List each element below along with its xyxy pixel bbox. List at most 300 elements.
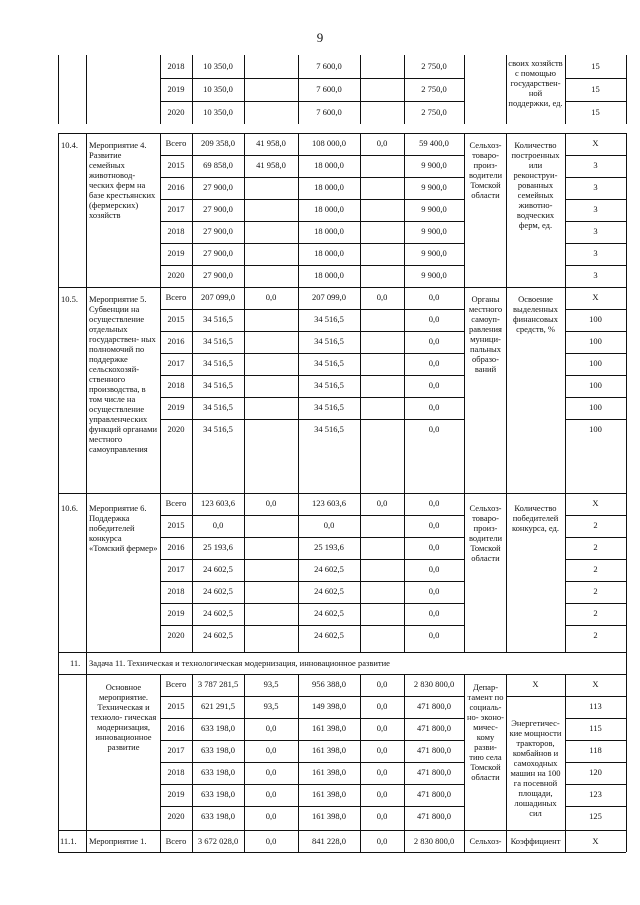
- item-number: 10.6.: [61, 503, 78, 513]
- federal-cell: 0,0: [265, 498, 277, 508]
- value-row-border: [565, 603, 626, 604]
- value-row-border: [565, 397, 626, 398]
- total-cell: 34 516,5: [203, 424, 233, 434]
- year-cell: Всего: [165, 498, 187, 508]
- year-cell: 2017: [167, 564, 185, 574]
- indicator-value-cell: 3: [593, 248, 598, 258]
- year-cell: Всего: [165, 138, 187, 148]
- extrabudget-cell: 59 400,0: [419, 138, 449, 148]
- column-border: [160, 55, 161, 124]
- column-border: [298, 133, 299, 287]
- column-border: [58, 55, 59, 124]
- column-border: [565, 287, 566, 493]
- value-row-border: [565, 101, 626, 102]
- value-row-border: [565, 625, 626, 626]
- task-number: 11.: [70, 658, 81, 668]
- federal-cell: 0,0: [265, 745, 277, 755]
- indicator-value-cell: X: [592, 292, 599, 302]
- column-border: [360, 287, 361, 493]
- year-cell: 2019: [167, 402, 185, 412]
- regional-cell: 34 516,5: [314, 314, 344, 324]
- column-border: [626, 55, 627, 124]
- indicator-value-cell: 15: [591, 84, 600, 94]
- regional-cell: 24 602,5: [314, 630, 344, 640]
- local-cell: 0,0: [376, 836, 388, 846]
- total-cell: 621 291,5: [201, 701, 235, 711]
- column-border: [506, 55, 507, 124]
- extrabudget-cell: 0,0: [428, 498, 440, 508]
- value-row-border: [565, 762, 626, 763]
- regional-cell: 18 000,0: [314, 270, 344, 280]
- section-top-border: [58, 830, 626, 831]
- column-border: [58, 287, 59, 493]
- total-cell: 34 516,5: [203, 380, 233, 390]
- total-cell: 10 350,0: [203, 107, 233, 117]
- column-border: [244, 830, 245, 852]
- year-row-border: [160, 718, 464, 719]
- indicator-value-cell: 100: [589, 336, 602, 346]
- column-border: [160, 830, 161, 852]
- indicator-value-cell: 3: [593, 182, 598, 192]
- federal-cell: 93,5: [263, 701, 279, 711]
- regional-cell: 34 516,5: [314, 424, 344, 434]
- indicator-x-cell: X: [532, 679, 539, 689]
- regional-cell: 841 228,0: [312, 836, 346, 846]
- total-cell: 3 787 281,5: [197, 679, 239, 689]
- value-row-border: [565, 740, 626, 741]
- regional-cell: 161 398,0: [312, 745, 346, 755]
- local-cell: 0,0: [376, 811, 388, 821]
- year-cell: 2020: [167, 811, 185, 821]
- year-cell: 2018: [167, 380, 185, 390]
- indicator-value-cell: 115: [589, 723, 602, 733]
- item-number: 10.5.: [61, 294, 78, 304]
- year-cell: 2020: [167, 424, 185, 434]
- column-border: [244, 55, 245, 124]
- local-cell: 0,0: [376, 498, 388, 508]
- column-border: [464, 493, 465, 652]
- indicator-value-cell: 3: [593, 270, 598, 280]
- column-border: [160, 133, 161, 287]
- year-row-border: [160, 397, 464, 398]
- regional-cell: 161 398,0: [312, 723, 346, 733]
- executor-text: Сельхоз- товаро- произ- водители Томской области: [468, 503, 503, 563]
- regional-cell: 956 388,0: [312, 679, 346, 689]
- year-row-border: [160, 784, 464, 785]
- local-cell: 0,0: [376, 292, 388, 302]
- item-name: Мероприятие 1.: [89, 836, 147, 846]
- total-cell: 27 900,0: [203, 248, 233, 258]
- regional-cell: 7 600,0: [316, 107, 342, 117]
- year-row-border: [160, 199, 464, 200]
- year-row-border: [160, 559, 464, 560]
- extrabudget-cell: 2 750,0: [421, 61, 447, 71]
- year-cell: Всего: [165, 292, 187, 302]
- extrabudget-cell: 0,0: [428, 542, 440, 552]
- column-border: [404, 55, 405, 124]
- extrabudget-cell: 471 800,0: [417, 789, 451, 799]
- year-cell: 2018: [167, 226, 185, 236]
- column-border: [565, 830, 566, 852]
- extrabudget-cell: 9 900,0: [421, 160, 447, 170]
- year-row-border: [160, 537, 464, 538]
- column-border: [626, 133, 627, 287]
- year-cell: 2019: [167, 789, 185, 799]
- regional-cell: 18 000,0: [314, 248, 344, 258]
- total-cell: 633 198,0: [201, 723, 235, 733]
- year-cell: 2016: [167, 182, 185, 192]
- column-border: [626, 287, 627, 493]
- extrabudget-cell: 0,0: [428, 402, 440, 412]
- total-cell: 3 672 028,0: [197, 836, 239, 846]
- indicator-value-cell: 100: [589, 380, 602, 390]
- value-row-border: [565, 375, 626, 376]
- value-row-border: [565, 353, 626, 354]
- year-row-border: [160, 101, 464, 102]
- total-cell: 633 198,0: [201, 811, 235, 821]
- local-cell: 0,0: [376, 138, 388, 148]
- column-border: [506, 133, 507, 287]
- regional-cell: 18 000,0: [314, 226, 344, 236]
- year-row-border: [160, 625, 464, 626]
- column-border: [565, 493, 566, 652]
- column-border: [298, 55, 299, 124]
- column-border: [192, 830, 193, 852]
- column-border: [86, 55, 87, 124]
- value-row-border: [565, 199, 626, 200]
- local-cell: 0,0: [376, 701, 388, 711]
- column-border: [58, 674, 59, 830]
- indicator-text: Количество победителей конкурса, ед.: [511, 503, 559, 533]
- column-border: [58, 652, 59, 674]
- extrabudget-cell: 0,0: [428, 314, 440, 324]
- year-row-border: [160, 331, 464, 332]
- value-row-border: [565, 559, 626, 560]
- column-border: [506, 287, 507, 493]
- regional-cell: 34 516,5: [314, 336, 344, 346]
- column-border: [506, 830, 507, 852]
- extrabudget-cell: 471 800,0: [417, 767, 451, 777]
- year-row-border: [160, 155, 464, 156]
- column-border: [404, 830, 405, 852]
- value-row-border: [565, 309, 626, 310]
- total-cell: 633 198,0: [201, 745, 235, 755]
- column-border: [244, 287, 245, 493]
- indicator-value-cell: 3: [593, 226, 598, 236]
- value-row-border: [565, 331, 626, 332]
- total-cell: 0,0: [212, 520, 224, 530]
- year-row-border: [160, 806, 464, 807]
- indicator-value-cell: 2: [593, 520, 598, 530]
- total-cell: 69 858,0: [203, 160, 233, 170]
- section-top-border: [58, 674, 626, 675]
- page-number: 9: [316, 30, 324, 45]
- column-border: [192, 133, 193, 287]
- column-border: [58, 133, 59, 287]
- column-border: [404, 133, 405, 287]
- regional-cell: 7 600,0: [316, 61, 342, 71]
- value-row-border: [565, 243, 626, 244]
- year-cell: 2016: [167, 336, 185, 346]
- indicator-row-border: [506, 696, 565, 697]
- column-border: [626, 674, 627, 830]
- total-cell: 10 350,0: [203, 84, 233, 94]
- item-name: Мероприятие 5. Субвенции на осуществление отдельных государствен- ных полномочий по поддержке сельскохозяй- ственного производства, в том числе на осуществление управленческих функций органами местного самоуправления: [89, 294, 158, 454]
- column-border: [506, 674, 507, 830]
- column-border: [464, 674, 465, 830]
- section-top-border: [58, 652, 626, 653]
- column-border: [244, 133, 245, 287]
- column-border: [160, 493, 161, 652]
- column-border: [192, 493, 193, 652]
- year-cell: 2019: [167, 84, 185, 94]
- year-row-border: [160, 696, 464, 697]
- year-cell: 2018: [167, 767, 185, 777]
- federal-cell: 41 958,0: [256, 138, 286, 148]
- federal-cell: 0,0: [265, 789, 277, 799]
- value-row-border: [565, 537, 626, 538]
- indicator-value-cell: 2: [593, 586, 598, 596]
- federal-cell: 93,5: [263, 679, 279, 689]
- federal-cell: 0,0: [265, 811, 277, 821]
- extrabudget-cell: 0,0: [428, 424, 440, 434]
- regional-cell: 207 099,0: [312, 292, 346, 302]
- indicator-value-cell: 15: [591, 107, 600, 117]
- regional-cell: 108 000,0: [312, 138, 346, 148]
- extrabudget-cell: 0,0: [428, 608, 440, 618]
- indicator-value-cell: 2: [593, 564, 598, 574]
- extrabudget-cell: 9 900,0: [421, 270, 447, 280]
- column-border: [464, 55, 465, 124]
- indicator-value-cell: X: [592, 679, 599, 689]
- indicator-value-cell: X: [592, 836, 599, 846]
- year-cell: 2016: [167, 723, 185, 733]
- column-border: [626, 493, 627, 652]
- total-cell: 34 516,5: [203, 336, 233, 346]
- total-cell: 24 602,5: [203, 564, 233, 574]
- indicator-value-cell: 100: [589, 424, 602, 434]
- indicator-value-cell: 15: [591, 61, 600, 71]
- indicator-value-cell: 3: [593, 160, 598, 170]
- extrabudget-cell: 2 830 800,0: [413, 836, 455, 846]
- extrabudget-cell: 0,0: [428, 520, 440, 530]
- year-cell: 2020: [167, 270, 185, 280]
- year-row-border: [160, 78, 464, 79]
- column-border: [86, 493, 87, 652]
- indicator-value-cell: 100: [589, 402, 602, 412]
- regional-cell: 24 602,5: [314, 586, 344, 596]
- column-border: [86, 133, 87, 287]
- year-row-border: [160, 603, 464, 604]
- year-cell: 2020: [167, 630, 185, 640]
- federal-cell: 0,0: [265, 767, 277, 777]
- executor-text: Органы местного самоуп- равления муници- пальных образо- ваний: [468, 294, 503, 374]
- value-row-border: [565, 806, 626, 807]
- year-cell: 2018: [167, 586, 185, 596]
- executor-text: Сельхоз-: [469, 836, 502, 846]
- year-row-border: [160, 309, 464, 310]
- regional-cell: 34 516,5: [314, 358, 344, 368]
- extrabudget-cell: 0,0: [428, 292, 440, 302]
- item-name: Мероприятие 4. Развитие семейных животновод- ческих ферм на базе крестьянских (фермерских) хозяйств: [89, 140, 156, 220]
- extrabudget-cell: 0,0: [428, 564, 440, 574]
- column-border: [464, 830, 465, 852]
- regional-cell: 18 000,0: [314, 160, 344, 170]
- local-cell: 0,0: [376, 789, 388, 799]
- extrabudget-cell: 0,0: [428, 586, 440, 596]
- year-cell: 2015: [167, 160, 185, 170]
- indicator-value-cell: 2: [593, 608, 598, 618]
- regional-cell: 161 398,0: [312, 811, 346, 821]
- regional-cell: 161 398,0: [312, 767, 346, 777]
- indicator-value-cell: 125: [589, 811, 602, 821]
- total-cell: 633 198,0: [201, 767, 235, 777]
- year-cell: 2015: [167, 314, 185, 324]
- value-row-border: [565, 581, 626, 582]
- total-cell: 34 516,5: [203, 314, 233, 324]
- extrabudget-cell: 9 900,0: [421, 204, 447, 214]
- year-cell: 2017: [167, 358, 185, 368]
- indicator-value-cell: 118: [589, 745, 602, 755]
- task-title: Задача 11. Техническая и технологическая модернизация, инновационное развитие: [89, 658, 390, 668]
- item-name: Мероприятие 6. Поддержка победителей конкурса «Томский фермер»: [89, 503, 158, 553]
- regional-cell: 34 516,5: [314, 380, 344, 390]
- regional-cell: 18 000,0: [314, 182, 344, 192]
- column-border: [626, 830, 627, 852]
- section-bottom-border: [58, 852, 626, 853]
- total-cell: 24 602,5: [203, 608, 233, 618]
- year-cell: Всего: [165, 836, 187, 846]
- total-cell: 24 602,5: [203, 586, 233, 596]
- extrabudget-cell: 471 800,0: [417, 811, 451, 821]
- extrabudget-cell: 0,0: [428, 380, 440, 390]
- indicator-value-cell: 120: [589, 767, 602, 777]
- year-cell: 2017: [167, 745, 185, 755]
- column-border: [626, 652, 627, 674]
- indicator-value-cell: 3: [593, 204, 598, 214]
- value-row-border: [565, 177, 626, 178]
- section-top-border: [58, 287, 626, 288]
- column-border: [86, 674, 87, 830]
- regional-cell: 24 602,5: [314, 564, 344, 574]
- federal-cell: 0,0: [265, 292, 277, 302]
- item-number: 10.4.: [61, 140, 78, 150]
- column-border: [404, 287, 405, 493]
- year-row-border: [160, 221, 464, 222]
- main-activity-name: Основное мероприятие. Техническая и техноло- гическая модернизация, инновационное развитие: [90, 682, 157, 752]
- value-row-border: [565, 155, 626, 156]
- executor-text: Депар- тамент по социаль- но- эконо- мичес- кому разви- тию села Томской области: [467, 682, 504, 782]
- column-border: [404, 493, 405, 652]
- year-row-border: [160, 177, 464, 178]
- total-cell: 123 603,6: [201, 498, 235, 508]
- year-cell: Всего: [165, 679, 187, 689]
- regional-cell: 161 398,0: [312, 789, 346, 799]
- column-border: [360, 830, 361, 852]
- column-border: [298, 830, 299, 852]
- indicator-value-cell: 2: [593, 630, 598, 640]
- total-cell: 27 900,0: [203, 182, 233, 192]
- total-cell: 209 358,0: [201, 138, 235, 148]
- extrabudget-cell: 9 900,0: [421, 226, 447, 236]
- total-cell: 207 099,0: [201, 292, 235, 302]
- year-cell: 2015: [167, 701, 185, 711]
- total-cell: 633 198,0: [201, 789, 235, 799]
- indicator-text: своих хозяйств с помощью государствен- ной поддержки, ед.: [508, 58, 563, 108]
- total-cell: 34 516,5: [203, 402, 233, 412]
- value-row-border: [565, 419, 626, 420]
- column-border: [298, 493, 299, 652]
- total-cell: 27 900,0: [203, 204, 233, 214]
- indicator-value-cell: X: [592, 138, 599, 148]
- column-border: [464, 133, 465, 287]
- year-row-border: [160, 419, 464, 420]
- year-row-border: [160, 265, 464, 266]
- value-row-border: [565, 718, 626, 719]
- extrabudget-cell: 0,0: [428, 336, 440, 346]
- local-cell: 0,0: [376, 767, 388, 777]
- column-border: [360, 55, 361, 124]
- indicator-value-cell: X: [592, 498, 599, 508]
- year-row-border: [160, 762, 464, 763]
- column-border: [160, 287, 161, 493]
- federal-cell: 0,0: [265, 723, 277, 733]
- year-row-border: [160, 353, 464, 354]
- local-cell: 0,0: [376, 679, 388, 689]
- local-cell: 0,0: [376, 723, 388, 733]
- column-border: [298, 287, 299, 493]
- year-row-border: [160, 243, 464, 244]
- column-border: [58, 493, 59, 652]
- value-row-border: [565, 78, 626, 79]
- year-row-border: [160, 375, 464, 376]
- regional-cell: 0,0: [323, 520, 335, 530]
- indicator-value-cell: 100: [589, 314, 602, 324]
- section-top-border: [58, 133, 626, 134]
- extrabudget-cell: 2 750,0: [421, 84, 447, 94]
- extrabudget-cell: 471 800,0: [417, 745, 451, 755]
- local-cell: 0,0: [376, 745, 388, 755]
- year-row-border: [160, 581, 464, 582]
- regional-cell: 24 602,5: [314, 608, 344, 618]
- section-top-border: [58, 493, 626, 494]
- indicator-text: Энергетичес- кие мощности тракторов, комбайнов и самоходных машин на 100 га посевной площади, лошадиных сил: [509, 718, 562, 818]
- total-cell: 25 193,6: [203, 542, 233, 552]
- regional-cell: 123 603,6: [312, 498, 346, 508]
- column-border: [565, 133, 566, 287]
- column-border: [506, 493, 507, 652]
- column-border: [360, 133, 361, 287]
- value-row-border: [565, 784, 626, 785]
- year-cell: 2020: [167, 107, 185, 117]
- column-border: [360, 493, 361, 652]
- federal-cell: 0,0: [265, 836, 277, 846]
- column-border: [86, 287, 87, 493]
- indicator-text: Количество построенных или реконструи- рованных семейных животно- водческих ферм, ед.: [511, 140, 560, 230]
- total-cell: 27 900,0: [203, 226, 233, 236]
- extrabudget-cell: 471 800,0: [417, 723, 451, 733]
- column-border: [58, 830, 59, 852]
- executor-text: Сельхоз- товаро- произ- водители Томской области: [468, 140, 503, 200]
- column-border: [244, 493, 245, 652]
- regional-cell: 149 398,0: [312, 701, 346, 711]
- column-border: [565, 55, 566, 124]
- extrabudget-cell: 2 750,0: [421, 107, 447, 117]
- total-cell: 10 350,0: [203, 61, 233, 71]
- column-border: [192, 287, 193, 493]
- extrabudget-cell: 0,0: [428, 358, 440, 368]
- indicator-value-cell: 2: [593, 542, 598, 552]
